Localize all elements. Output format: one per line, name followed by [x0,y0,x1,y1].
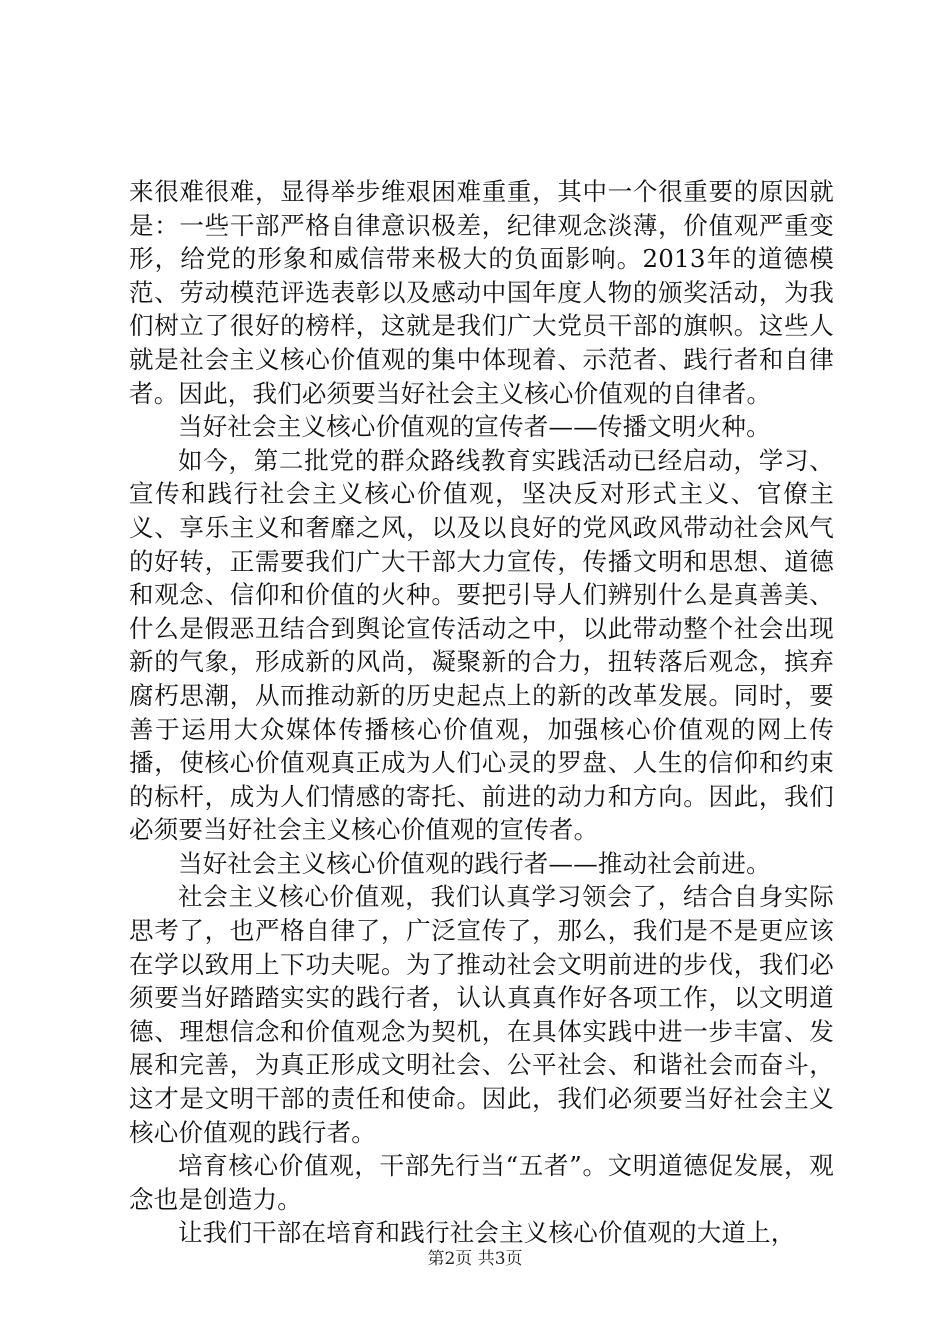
heading-propagandist: 当好社会主义核心价值观的宣传者——传播文明火种。 [178,412,771,442]
page-number-footer: 第2页 共3页 [427,1249,523,1269]
paragraph-five-roles: 培育核心价值观，干部先行当“五者”。文明道德促发展，观念也是创造力。 [129,1151,834,1214]
paragraph-continuation: 来很难很难，显得举步维艰困难重重，其中一个很重要的原因就是：一些干部严格自律意识极差，纪律观念淡薄，价值观严重变形，给党的形象和威信带来极大的负面影响。2013年的道德模范、劳动模范评选表彰以及感动中国年度人物的颁奖活动，为我们树立了很好的榜样，这就是我们广大党员干部的旗帜。这些人就是社会主义核心价值观的集中体现着、示范者、践行者和自律者。因此，我们必须要当好社会主义核心价值观的自律者。 [129,177,834,408]
document-body [129,175,834,1250]
paragraph-propagandist: 如今，第二批党的群众路线教育实践活动已经启动，学习、宣传和践行社会主义核心价值观，坚决反对形式主义、官僚主义、享乐主义和奢靡之风，以及以良好的党风政风带动社会风气的好转，正需要我们广大干部大力宣传，传播文明和思想、道德和观念、信仰和价值的火种。要把引导人们辨别什么是真善美、什么是假恶丑结合到舆论宣传活动之中，以此带动整个社会出现新的气象，形成新的风尚，凝聚新的合力，扭转落后观念，摈弃腐朽思潮，从而推动新的历史起点上的新的改革发展。同时，要善于运用大众媒体传播核心价值观，加强核心价值观的网上传播，使核心价值观真正成为人们心灵的罗盘、人生的信仰和约束的标杆，成为人们情感的寄托、前进的动力和方向。因此，我们必须要当好社会主义核心价值观的宣传者。 [129,445,834,845]
paragraph-practitioner: 社会主义核心价值观，我们认真学习领会了，结合自身实际思考了，也严格自律了，广泛宣传了，那么，我们是不是更应该在学以致用上下功夫呢。为了推动社会文明前进的步伐，我们必须要当好踏踏实实的践行者，认认真真作好各项工作，以文明道德、理想信念和价值观念为契机，在具体实践中进一步丰富、发展和完善，为真正形成文明社会、公平社会、和谐社会而奋斗，这才是文明干部的责任和使命。因此，我们必须要当好社会主义核心价值观的践行者。 [129,882,834,1147]
heading-practitioner: 当好社会主义核心价值观的践行者——推动社会前进。 [178,848,771,878]
paragraph-closing: 让我们干部在培育和践行社会主义核心价值观的大道上， [178,1218,796,1248]
